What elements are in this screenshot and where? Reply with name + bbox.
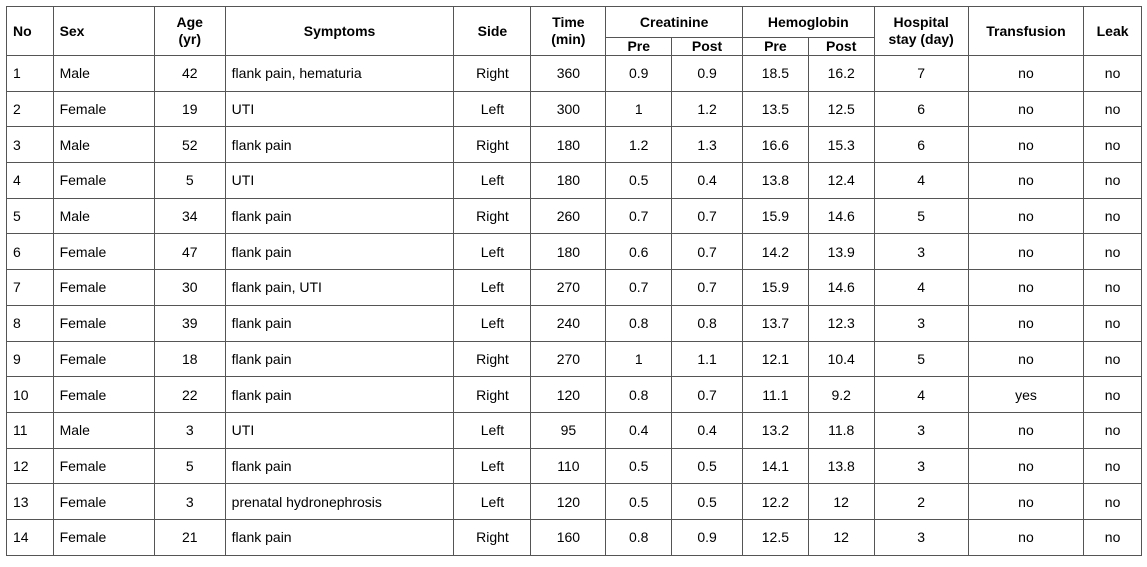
cell-transfusion: no: [968, 448, 1083, 484]
cell-side: Right: [454, 341, 531, 377]
cell-no: 6: [7, 234, 54, 270]
cell-leak: no: [1084, 341, 1142, 377]
cell-hospital-stay: 4: [874, 270, 968, 306]
patient-data-table: [6, 6, 1142, 556]
header-leak: Leak: [1084, 7, 1142, 56]
cell-time: 260: [531, 198, 606, 234]
cell-age: 3: [154, 412, 225, 448]
cell-transfusion: yes: [968, 377, 1083, 413]
cell-side: Left: [454, 484, 531, 520]
table-row: [7, 377, 1142, 413]
cell-leak: no: [1084, 163, 1142, 199]
table-row: [7, 412, 1142, 448]
cell-hospital-stay: 3: [874, 519, 968, 555]
header-side: Side: [454, 7, 531, 56]
header-sex: Sex: [53, 7, 154, 56]
header-time-unit: (min): [551, 31, 586, 47]
cell-age: 19: [154, 91, 225, 127]
cell-no: 10: [7, 377, 54, 413]
cell-symptoms: UTI: [225, 163, 454, 199]
cell-creatinine-post: 0.7: [672, 377, 743, 413]
cell-leak: no: [1084, 377, 1142, 413]
cell-creatinine-post: 0.9: [672, 56, 743, 92]
cell-creatinine-pre: 0.7: [606, 270, 672, 306]
cell-leak: no: [1084, 127, 1142, 163]
cell-symptoms: flank pain: [225, 341, 454, 377]
cell-creatinine-post: 0.4: [672, 412, 743, 448]
cell-age: 42: [154, 56, 225, 92]
cell-hemoglobin-post: 14.6: [808, 270, 874, 306]
cell-creatinine-post: 0.8: [672, 305, 743, 341]
cell-creatinine-post: 0.5: [672, 448, 743, 484]
table-row: [7, 163, 1142, 199]
header-creatinine-pre: Pre: [606, 38, 672, 56]
cell-hospital-stay: 4: [874, 377, 968, 413]
cell-hospital-stay: 4: [874, 163, 968, 199]
cell-transfusion: no: [968, 305, 1083, 341]
cell-hemoglobin-pre: 12.1: [742, 341, 808, 377]
cell-sex: Male: [53, 127, 154, 163]
cell-hemoglobin-pre: 11.1: [742, 377, 808, 413]
cell-side: Left: [454, 234, 531, 270]
cell-sex: Female: [53, 448, 154, 484]
cell-time: 270: [531, 270, 606, 306]
cell-creatinine-pre: 1: [606, 91, 672, 127]
cell-age: 3: [154, 484, 225, 520]
cell-leak: no: [1084, 412, 1142, 448]
cell-creatinine-pre: 0.5: [606, 448, 672, 484]
cell-hemoglobin-post: 12.3: [808, 305, 874, 341]
cell-hemoglobin-post: 14.6: [808, 198, 874, 234]
cell-age: 34: [154, 198, 225, 234]
header-creatinine-post: Post: [672, 38, 743, 56]
cell-sex: Female: [53, 270, 154, 306]
cell-sex: Male: [53, 412, 154, 448]
header-hemoglobin: Hemoglobin: [742, 7, 874, 38]
cell-transfusion: no: [968, 91, 1083, 127]
cell-hemoglobin-post: 12: [808, 519, 874, 555]
cell-hospital-stay: 5: [874, 198, 968, 234]
cell-hemoglobin-pre: 12.5: [742, 519, 808, 555]
cell-hospital-stay: 6: [874, 127, 968, 163]
cell-side: Right: [454, 56, 531, 92]
cell-no: 4: [7, 163, 54, 199]
cell-age: 47: [154, 234, 225, 270]
cell-time: 110: [531, 448, 606, 484]
table-row: [7, 484, 1142, 520]
cell-creatinine-pre: 0.8: [606, 377, 672, 413]
cell-transfusion: no: [968, 270, 1083, 306]
cell-transfusion: no: [968, 341, 1083, 377]
cell-side: Left: [454, 91, 531, 127]
table-row: [7, 270, 1142, 306]
header-time: [531, 7, 606, 56]
cell-transfusion: no: [968, 234, 1083, 270]
header-hospital-stay: [874, 7, 968, 56]
table-row: [7, 519, 1142, 555]
cell-time: 95: [531, 412, 606, 448]
cell-creatinine-post: 0.7: [672, 234, 743, 270]
cell-side: Right: [454, 198, 531, 234]
cell-time: 360: [531, 56, 606, 92]
cell-leak: no: [1084, 56, 1142, 92]
cell-side: Right: [454, 519, 531, 555]
cell-creatinine-pre: 0.7: [606, 198, 672, 234]
table-row: [7, 56, 1142, 92]
cell-hemoglobin-post: 13.9: [808, 234, 874, 270]
cell-no: 11: [7, 412, 54, 448]
cell-creatinine-pre: 0.4: [606, 412, 672, 448]
table-row: [7, 305, 1142, 341]
cell-time: 240: [531, 305, 606, 341]
table-row: [7, 127, 1142, 163]
cell-creatinine-pre: 0.6: [606, 234, 672, 270]
cell-hemoglobin-post: 9.2: [808, 377, 874, 413]
cell-sex: Female: [53, 163, 154, 199]
cell-hemoglobin-post: 12.4: [808, 163, 874, 199]
cell-sex: Female: [53, 484, 154, 520]
cell-side: Left: [454, 448, 531, 484]
header-hospital-label: Hospital: [893, 14, 949, 30]
cell-no: 9: [7, 341, 54, 377]
cell-side: Right: [454, 127, 531, 163]
cell-no: 12: [7, 448, 54, 484]
cell-age: 5: [154, 448, 225, 484]
header-hemoglobin-pre: Pre: [742, 38, 808, 56]
cell-transfusion: no: [968, 163, 1083, 199]
cell-symptoms: prenatal hydronephrosis: [225, 484, 454, 520]
cell-time: 120: [531, 484, 606, 520]
header-no: No: [7, 7, 54, 56]
cell-transfusion: no: [968, 519, 1083, 555]
cell-age: 52: [154, 127, 225, 163]
cell-no: 2: [7, 91, 54, 127]
cell-hemoglobin-pre: 13.8: [742, 163, 808, 199]
cell-leak: no: [1084, 270, 1142, 306]
cell-hospital-stay: 3: [874, 448, 968, 484]
cell-age: 30: [154, 270, 225, 306]
cell-no: 5: [7, 198, 54, 234]
cell-symptoms: flank pain: [225, 305, 454, 341]
cell-symptoms: flank pain, UTI: [225, 270, 454, 306]
cell-creatinine-post: 0.5: [672, 484, 743, 520]
cell-age: 22: [154, 377, 225, 413]
cell-hemoglobin-post: 10.4: [808, 341, 874, 377]
header-symptoms: Symptoms: [225, 7, 454, 56]
cell-sex: Female: [53, 341, 154, 377]
cell-sex: Female: [53, 377, 154, 413]
cell-hospital-stay: 2: [874, 484, 968, 520]
cell-leak: no: [1084, 198, 1142, 234]
cell-creatinine-post: 0.9: [672, 519, 743, 555]
cell-no: 1: [7, 56, 54, 92]
cell-no: 14: [7, 519, 54, 555]
cell-no: 8: [7, 305, 54, 341]
cell-transfusion: no: [968, 412, 1083, 448]
cell-hospital-stay: 3: [874, 234, 968, 270]
cell-hemoglobin-pre: 15.9: [742, 198, 808, 234]
cell-creatinine-pre: 1: [606, 341, 672, 377]
cell-leak: no: [1084, 91, 1142, 127]
cell-no: 7: [7, 270, 54, 306]
cell-creatinine-post: 1.1: [672, 341, 743, 377]
table-header: [7, 7, 1142, 56]
cell-leak: no: [1084, 484, 1142, 520]
cell-time: 180: [531, 163, 606, 199]
cell-symptoms: flank pain: [225, 448, 454, 484]
cell-hemoglobin-pre: 13.7: [742, 305, 808, 341]
cell-hospital-stay: 7: [874, 56, 968, 92]
cell-symptoms: flank pain, hematuria: [225, 56, 454, 92]
cell-transfusion: no: [968, 484, 1083, 520]
cell-sex: Male: [53, 56, 154, 92]
cell-symptoms: flank pain: [225, 127, 454, 163]
cell-side: Left: [454, 270, 531, 306]
cell-leak: no: [1084, 448, 1142, 484]
cell-hemoglobin-pre: 13.5: [742, 91, 808, 127]
header-hemoglobin-post: Post: [808, 38, 874, 56]
cell-hemoglobin-pre: 14.1: [742, 448, 808, 484]
table-row: [7, 448, 1142, 484]
cell-creatinine-post: 0.7: [672, 198, 743, 234]
cell-side: Left: [454, 163, 531, 199]
cell-time: 160: [531, 519, 606, 555]
cell-symptoms: UTI: [225, 91, 454, 127]
cell-hemoglobin-post: 16.2: [808, 56, 874, 92]
cell-creatinine-post: 0.7: [672, 270, 743, 306]
cell-symptoms: flank pain: [225, 198, 454, 234]
cell-age: 18: [154, 341, 225, 377]
cell-sex: Male: [53, 198, 154, 234]
cell-transfusion: no: [968, 127, 1083, 163]
cell-sex: Female: [53, 91, 154, 127]
table-body: [7, 56, 1142, 556]
cell-creatinine-pre: 0.5: [606, 163, 672, 199]
cell-creatinine-post: 1.2: [672, 91, 743, 127]
cell-hemoglobin-pre: 15.9: [742, 270, 808, 306]
cell-symptoms: flank pain: [225, 234, 454, 270]
header-age: [154, 7, 225, 56]
table-row: [7, 198, 1142, 234]
cell-age: 39: [154, 305, 225, 341]
cell-hospital-stay: 3: [874, 305, 968, 341]
cell-symptoms: flank pain: [225, 377, 454, 413]
header-age-label: Age: [176, 14, 203, 30]
header-hospital-unit: stay (day): [888, 31, 954, 47]
cell-side: Right: [454, 377, 531, 413]
cell-creatinine-pre: 0.9: [606, 56, 672, 92]
table-row: [7, 341, 1142, 377]
cell-hemoglobin-pre: 13.2: [742, 412, 808, 448]
cell-hemoglobin-pre: 16.6: [742, 127, 808, 163]
cell-creatinine-post: 1.3: [672, 127, 743, 163]
table-row: [7, 234, 1142, 270]
cell-age: 21: [154, 519, 225, 555]
cell-creatinine-pre: 0.5: [606, 484, 672, 520]
cell-symptoms: UTI: [225, 412, 454, 448]
cell-transfusion: no: [968, 56, 1083, 92]
cell-side: Left: [454, 305, 531, 341]
cell-time: 180: [531, 234, 606, 270]
cell-hemoglobin-pre: 12.2: [742, 484, 808, 520]
cell-time: 270: [531, 341, 606, 377]
cell-sex: Female: [53, 234, 154, 270]
cell-hemoglobin-pre: 14.2: [742, 234, 808, 270]
cell-side: Left: [454, 412, 531, 448]
cell-no: 3: [7, 127, 54, 163]
cell-transfusion: no: [968, 198, 1083, 234]
cell-no: 13: [7, 484, 54, 520]
cell-creatinine-pre: 0.8: [606, 519, 672, 555]
cell-hospital-stay: 3: [874, 412, 968, 448]
cell-leak: no: [1084, 519, 1142, 555]
cell-leak: no: [1084, 234, 1142, 270]
cell-hemoglobin-post: 12: [808, 484, 874, 520]
cell-creatinine-post: 0.4: [672, 163, 743, 199]
cell-age: 5: [154, 163, 225, 199]
cell-time: 300: [531, 91, 606, 127]
cell-sex: Female: [53, 519, 154, 555]
cell-hemoglobin-post: 12.5: [808, 91, 874, 127]
cell-hospital-stay: 5: [874, 341, 968, 377]
cell-time: 180: [531, 127, 606, 163]
header-creatinine: Creatinine: [606, 7, 743, 38]
cell-creatinine-pre: 1.2: [606, 127, 672, 163]
cell-hemoglobin-post: 15.3: [808, 127, 874, 163]
cell-hemoglobin-post: 11.8: [808, 412, 874, 448]
cell-hemoglobin-post: 13.8: [808, 448, 874, 484]
header-transfusion: Transfusion: [968, 7, 1083, 56]
cell-hospital-stay: 6: [874, 91, 968, 127]
header-age-unit: (yr): [178, 31, 201, 47]
cell-leak: no: [1084, 305, 1142, 341]
cell-sex: Female: [53, 305, 154, 341]
header-time-label: Time: [552, 14, 585, 30]
cell-time: 120: [531, 377, 606, 413]
cell-creatinine-pre: 0.8: [606, 305, 672, 341]
cell-hemoglobin-pre: 18.5: [742, 56, 808, 92]
cell-symptoms: flank pain: [225, 519, 454, 555]
table-row: [7, 91, 1142, 127]
